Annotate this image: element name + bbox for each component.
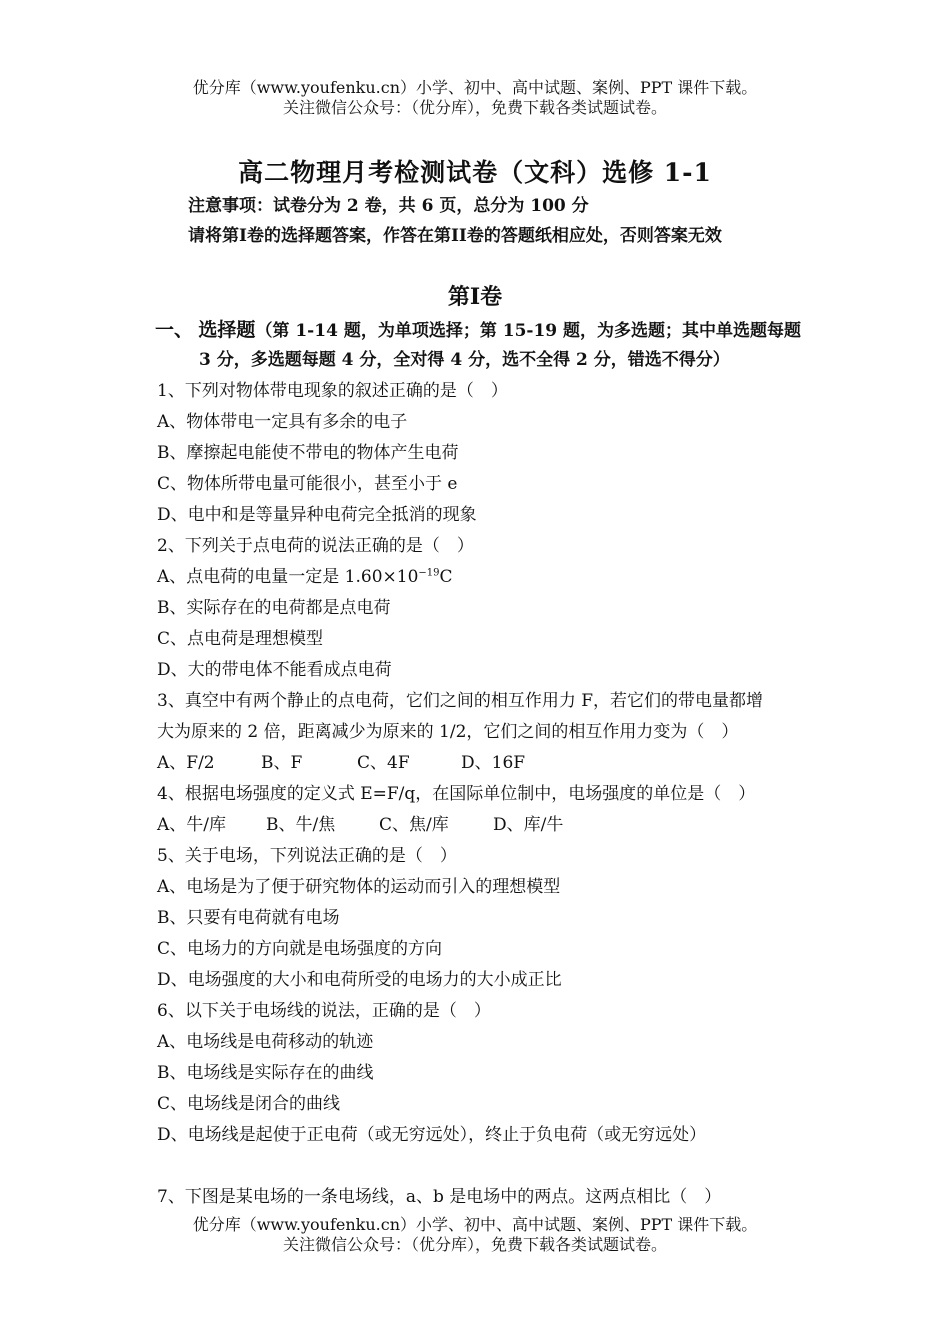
q3-option-b: B、F <box>261 753 303 773</box>
q3-stem-line-2: 大为原来的 2 倍，距离减少为原来的 1/2，它们之间的相互作用力变为（ ） <box>157 722 739 742</box>
q6-option-a: A、电场线是电荷移动的轨迹 <box>157 1032 374 1052</box>
q4-option-c: C、焦/库 <box>379 815 449 835</box>
q3-options <box>157 748 525 773</box>
q2-option-a-unit: C <box>439 567 453 587</box>
q1-option-d: D、电中和是等量异种电荷完全抵消的现象 <box>157 505 477 525</box>
q4-option-d: D、库/牛 <box>493 815 564 835</box>
q6-option-d: D、电场线是起使于正电荷（或无穷远处），终止于负电荷（或无穷远处） <box>157 1125 707 1145</box>
q5-option-a: A、电场是为了便于研究物体的运动而引入的理想模型 <box>157 877 561 897</box>
section-heading <box>155 315 801 342</box>
q4-options <box>157 810 563 835</box>
q2-option-a-exponent: −19 <box>418 567 440 579</box>
q4-option-a: A、牛/库 <box>157 815 227 835</box>
q2-option-d: D、大的带电体不能看成点电荷 <box>157 660 392 680</box>
q5-option-b: B、只要有电荷就有电场 <box>157 908 340 928</box>
notice-line-1: 注意事项：试卷分为 2 卷，共 6 页，总分为 100 分 <box>188 196 589 216</box>
q6-option-c: C、电场线是闭合的曲线 <box>157 1094 341 1114</box>
q1-stem: 1、下列对物体带电现象的叙述正确的是（ ） <box>157 381 508 401</box>
q6-option-b: B、电场线是实际存在的曲线 <box>157 1063 374 1083</box>
header-line-2: 关注微信公众号：（优分库），免费下载各类试题试卷。 <box>282 98 667 117</box>
q3-option-a: A、F/2 <box>157 753 215 773</box>
q1-option-a: A、物体带电一定具有多余的电子 <box>157 412 408 432</box>
q5-stem: 5、关于电场，下列说法正确的是（ ） <box>157 846 457 866</box>
footer-line-1: 优分库（www.youfenku.cn）小学、初中、高中试题、案例、PPT 课件下载。 <box>192 1215 758 1234</box>
q6-stem: 6、以下关于电场线的说法，正确的是（ ） <box>157 1001 491 1021</box>
q2-option-a <box>157 562 453 587</box>
q3-option-d: D、16F <box>461 753 526 773</box>
q2-option-c: C、点电荷是理想模型 <box>157 629 324 649</box>
q7-stem: 7、下图是某电场的一条电场线，a、b 是电场中的两点。这两点相比（ ） <box>157 1187 722 1207</box>
q5-option-d: D、电场强度的大小和电荷所受的电场力的大小成正比 <box>157 970 562 990</box>
page-title: 高二物理月考检测试卷（文科）选修 1-1 <box>238 158 712 187</box>
q4-stem: 4、根据电场强度的定义式 E=F/q，在国际单位制中，电场强度的单位是（ ） <box>157 784 756 804</box>
section-desc-2: 3 分，多选题每题 4 分，全对得 4 分，选不全得 2 分，错选不得分） <box>199 350 730 370</box>
notice-line-2: 请将第I卷的选择题答案，作答在第II卷的答题纸相应处，否则答案无效 <box>188 226 722 246</box>
q5-option-c: C、电场力的方向就是电场强度的方向 <box>157 939 443 959</box>
q3-option-c: C、4F <box>357 753 410 773</box>
q1-option-b: B、摩擦起电能使不带电的物体产生电荷 <box>157 443 459 463</box>
q2-stem: 2、下列关于点电荷的说法正确的是（ ） <box>157 536 474 556</box>
section-desc-line-2 <box>199 345 730 370</box>
section-name: 选择题 <box>198 319 256 341</box>
footer-line-2: 关注微信公众号：（优分库），免费下载各类试题试卷。 <box>282 1235 667 1254</box>
volume-heading: 第I卷 <box>447 284 503 310</box>
q1-option-c: C、物体所带电量可能很小，甚至小于 e <box>157 474 458 494</box>
header-line-1: 优分库（www.youfenku.cn）小学、初中、高中试题、案例、PPT 课件下载。 <box>192 78 758 97</box>
q3-stem-line-1: 3、真空中有两个静止的点电荷，它们之间的相互作用力 F，若它们的带电量都增 <box>157 691 764 711</box>
section-number: 一、 <box>155 319 194 341</box>
q2-option-a-text: A、点电荷的电量一定是 1.60×10 <box>157 567 419 587</box>
q4-option-b: B、牛/焦 <box>266 815 336 835</box>
q2-option-b: B、实际存在的电荷都是点电荷 <box>157 598 391 618</box>
section-desc-1: （第 1-14 题，为单项选择；第 15-19 题，为多选题；其中单选题每题 <box>255 321 802 341</box>
